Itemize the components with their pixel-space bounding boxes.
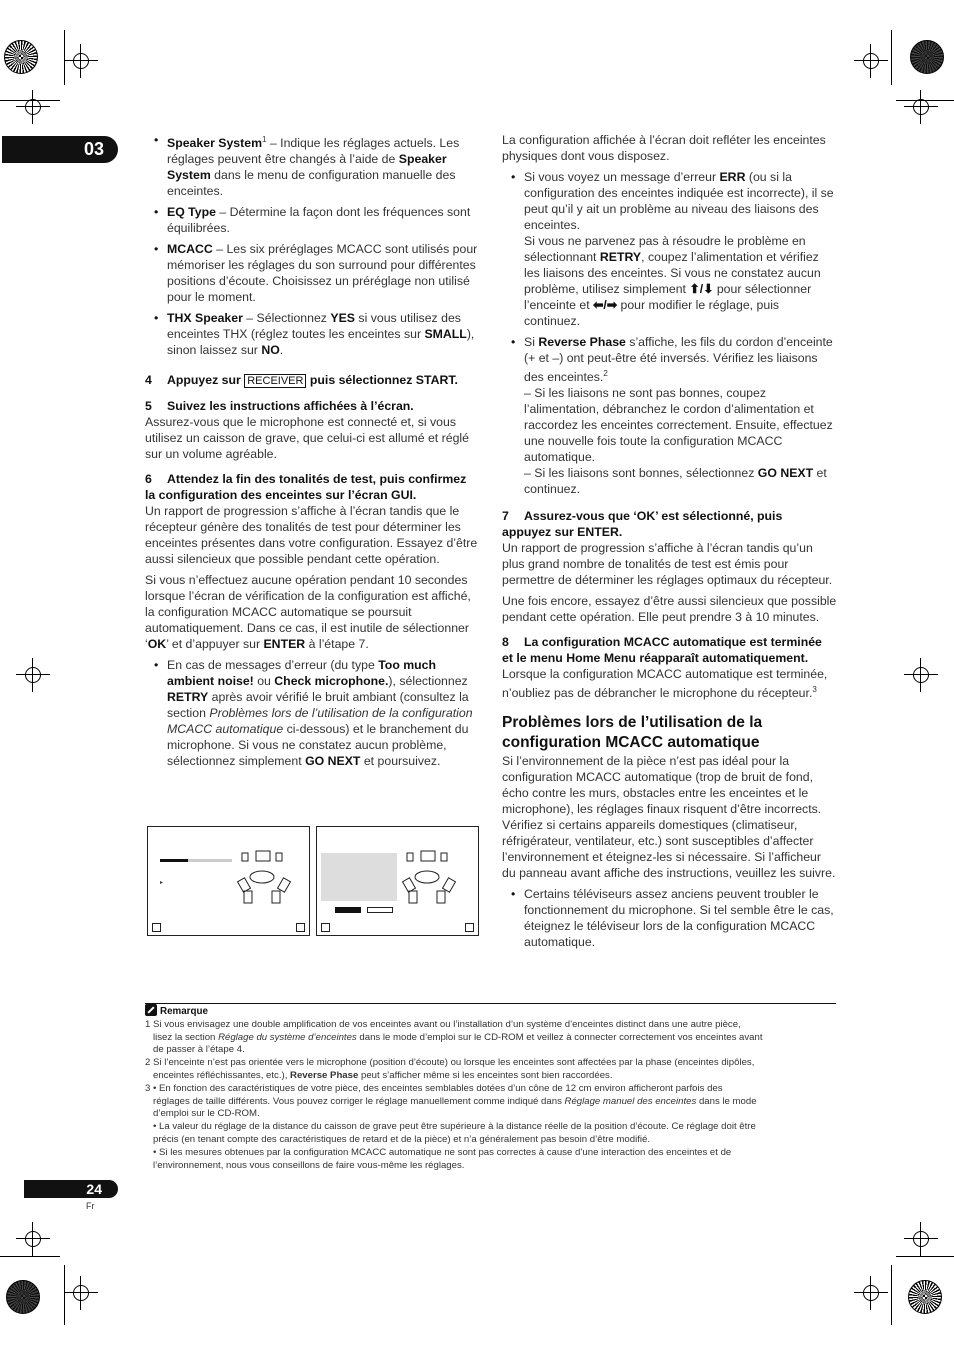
notes-title: Remarque bbox=[145, 1004, 837, 1019]
step-5-title: 5 Suivez les instructions affichées à l’écran. bbox=[145, 399, 414, 414]
registration-mark-right-middle bbox=[910, 664, 932, 686]
step-5-body: Assurez-vous que le microphone est connecté et, si vous utilisez un caisson de grave, que celui-ci est allumé et réglé sur un volume agréable. bbox=[145, 415, 469, 462]
return-icon bbox=[465, 923, 474, 932]
speaker-layout-icon bbox=[401, 847, 465, 907]
right-column bbox=[502, 132, 837, 950]
notes-section bbox=[145, 1004, 837, 1172]
note-2: 2 Si l’enceinte n’est pas orientée vers le microphone (position d’écoute) ou lorsque les enceintes sont affectées par la phase (enceintes dipôles, enceintes réfléchissantes, etc.), Reverse Phase peut s’afficher même si les enceintes sont bien raccordées. bbox=[145, 1057, 755, 1081]
registration-mark-left-middle bbox=[22, 664, 44, 686]
crop-line bbox=[64, 1265, 65, 1325]
screen-progress-illustration bbox=[147, 826, 310, 936]
bullet-mcacc: • MCACC – Les six préréglages MCACC sont utilisés pour mémoriser les réglages du son surround pour différentes positions d’écoute. Choisissez un préréglage non utilisé pour le moment. bbox=[145, 241, 480, 305]
receiver-key: RECEIVER bbox=[244, 374, 306, 388]
home-icon bbox=[321, 923, 330, 932]
bullet-error-messages: • En cas de messages d’erreur (du type Too much ambient noise! ou Check microphone.), sélectionnez RETRY après avoir vérifié le bruit ambiant (consultez la section Problèmes lors de l’utilisation de la configuration MCACC automatique ci-dessous) et le branchement du microphone. Si vous ne constatez aucun problème, sélectionnez simplement GO NEXT et poursuivez. bbox=[145, 657, 480, 769]
step-4: 4 Appuyez sur RECEIVER puis sélectionnez START. bbox=[145, 373, 458, 388]
registration-rosette-bottom-right bbox=[908, 1280, 942, 1314]
note-1: 1 Si vous envisagez une double amplification de vos enceintes avant ou l’installation d’un système d’enceintes distinct dans une autre pièce, lisez la section Réglage du système d’enceintes dans le mode d’emploi sur le CD-ROM et veillez à connecter correctement vos enceintes avant de passer à l’étape 4. bbox=[145, 1018, 763, 1056]
bullet-reverse-phase: • Si Reverse Phase s’affiche, les fils du cordon d’enceinte (+ et –) ont peut-être été inversés. Vérifiez les liaisons des enceintes.$^2$ – Si les liaisons ne sont pas bonnes, coupez l’alimentation, débranchez le cordon d’alimentation et raccordez les enceintes correctement. Ensuite, effectuez une nouvelle fois toute la configuration MCACC automatique. – Si les liaisons sont bonnes, sélectionnez GO NEXT et continuez. bbox=[502, 334, 837, 497]
section-heading: Problèmes lors de l’utilisation de la configuration MCACC automatique bbox=[502, 714, 763, 752]
registration-mark-right-lower bbox=[910, 1228, 932, 1250]
speaker-layout-icon bbox=[236, 847, 300, 907]
registration-rosette-top-left bbox=[4, 40, 38, 74]
page-number: 24 bbox=[86, 1181, 102, 1197]
pencil-icon bbox=[145, 1004, 157, 1016]
crop-line bbox=[891, 1265, 892, 1325]
config-intro: La configuration affichée à l’écran doit refléter les enceintes physiques dont vous disposez. bbox=[502, 133, 826, 163]
screen-check-illustration bbox=[316, 826, 479, 936]
step-6-title: 6 Attendez la fin des tonalités de test, puis confirmez la configuration des enceintes sur l’écran GUI. bbox=[145, 472, 467, 503]
message-panel bbox=[321, 853, 397, 901]
step-7-body: Un rapport de progression s’affiche à l’écran tandis qu’un plus grand nombre de tonalités de test est émis pour permettre de déterminer les réglages optimaux du récepteur. bbox=[502, 541, 833, 588]
return-icon bbox=[296, 923, 305, 932]
step-8-body: Lorsque la configuration MCACC automatique est terminée, n’oubliez pas de débrancher le microphone du récepteur.$^3$ bbox=[502, 667, 828, 701]
note-3: 3 • En fonction des caractéristiques de votre pièce, des enceintes semblables dotées d’un cône de 12 cm environ afficheront parfois des réglages de taille différents. Vous pouvez corriger le réglage manuellement comme indiqué dans Réglage manuel des enceintes dans le mode d’emploi sur le CD-ROM. • La valeur du réglage de la distance du caisson de grave peut être supérieure à la distance réelle de la position d’écoute. Ce réglage doit être précis (en tenant compte des caractéristiques de retard et de la pièce) et n’a généralement pas besoin d’être modifié. • Si les mesures obtenues par la configuration MCACC automatique ne sont pas correctes à cause d’une interaction des enceintes et de l’environnement, nous vous conseillons de faire vous-même les réglages. bbox=[145, 1082, 757, 1171]
registration-mark-bottom-left bbox=[70, 1282, 92, 1304]
crop-line bbox=[0, 1256, 60, 1257]
left-right-arrows-icon: ⬅/➡ bbox=[593, 298, 618, 312]
page-number-tab bbox=[24, 1180, 118, 1198]
cursor-arrow-icon: ▸ bbox=[160, 880, 164, 886]
bullet-old-tv: • Certains téléviseurs assez anciens peuvent troubler le fonctionnement du microphone. Si tel semble être le cas, éteignez le téléviseur lors de la configuration MCACC automatique. bbox=[502, 886, 837, 950]
chapter-number: 03 bbox=[83, 139, 104, 159]
bullet-err: • Si vous voyez un message d’erreur ERR (ou si la configuration des enceintes indiquée est incorrecte), il se peut qu’il y ait un problème au niveau des liaisons des enceintes. Si vous ne parvenez pas à résoudre le problème en sélectionnant RETRY, coupez l’alimentation et vérifiez les liaisons des enceintes. Si vous ne constatez aucun problème, utilisez simplement ⬆/⬇ pour sélectionner l’enceinte et ⬅/➡ pour modifier le réglage, puis continuez. bbox=[502, 169, 837, 329]
step-8-title: 8 La configuration MCACC automatique est terminée et le menu Home Menu réapparaît automatiquement. bbox=[502, 635, 822, 666]
progress-fill bbox=[160, 859, 188, 862]
chapter-tab bbox=[2, 136, 118, 163]
step-6-body: Un rapport de progression s’affiche à l’écran tandis que le récepteur génère des tonalités de test pour déterminer les enceintes présentes dans votre configuration. Essayez d’être aussi silencieux que possible pendant cette opération. bbox=[145, 504, 478, 567]
silence-paragraph: Une fois encore, essayez d’être aussi silencieux que possible pendant cette opération. Elle peut prendre 3 à 10 minutes. bbox=[502, 594, 837, 625]
section-body: Si l’environnement de la pièce n’est pas idéal pour la configuration MCACC automatique (trop de bruit de fond, écho contre les murs, obstacles entre les enceintes et le microphone), les réglages finaux risquent d’être incorrects. Vérifiez si certains appareils domestiques (climatiseur, réfrigérateur, ventilateur, etc.) sont susceptibles d’affecter l’environnement et éteignez-les si nécessaire. Si l’afficheur du panneau avant affiche des instructions, veuillez les suivre. bbox=[502, 754, 836, 881]
crop-line bbox=[891, 30, 892, 85]
language-code: Fr bbox=[86, 1201, 95, 1211]
crop-line bbox=[896, 1256, 954, 1257]
bullet-thx-speaker: • THX Speaker – Sélectionnez YES si vous utilisez des enceintes THX (réglez toutes les enceintes sur SMALL), sinon laissez sur NO. bbox=[145, 310, 480, 358]
bullet-speaker-system: • Speaker System$^1$ – Indique les réglages actuels. Les réglages peuvent être changés à l’aide de Speaker System dans le menu de configuration manuelle des enceintes. bbox=[145, 132, 480, 199]
step-7-title: 7 Assurez-vous que ‘OK’ est sélectionné, puis appuyez sur ENTER. bbox=[502, 509, 783, 540]
registration-rosette-top-right bbox=[910, 40, 944, 74]
left-column bbox=[145, 132, 480, 769]
registration-mark-left-lower bbox=[22, 1228, 44, 1250]
crop-line bbox=[896, 100, 954, 101]
registration-mark-top-left bbox=[70, 50, 92, 72]
registration-mark-top-right bbox=[860, 50, 882, 72]
crop-line bbox=[64, 30, 65, 85]
up-down-arrows-icon: ⬆/⬇ bbox=[689, 282, 714, 296]
ok-button-graphic bbox=[335, 907, 361, 913]
registration-mark-bottom-right bbox=[860, 1282, 882, 1304]
bullet-eq-type: • EQ Type – Détermine la façon dont les fréquences sont équilibrées. bbox=[145, 204, 480, 236]
retry-button-graphic bbox=[367, 907, 393, 913]
registration-rosette-bottom-left bbox=[6, 1280, 40, 1314]
home-icon bbox=[152, 923, 161, 932]
crop-line bbox=[0, 100, 60, 101]
timeout-paragraph: Si vous n’effectuez aucune opération pendant 10 secondes lorsque l’écran de vérification de la configuration est affiché, la configuration MCACC automatique se poursuit automatiquement. Dans ce cas, il est inutile de sélectionner ‘OK’ et d’appuyer sur ENTER à l’étape 7. bbox=[145, 573, 471, 652]
